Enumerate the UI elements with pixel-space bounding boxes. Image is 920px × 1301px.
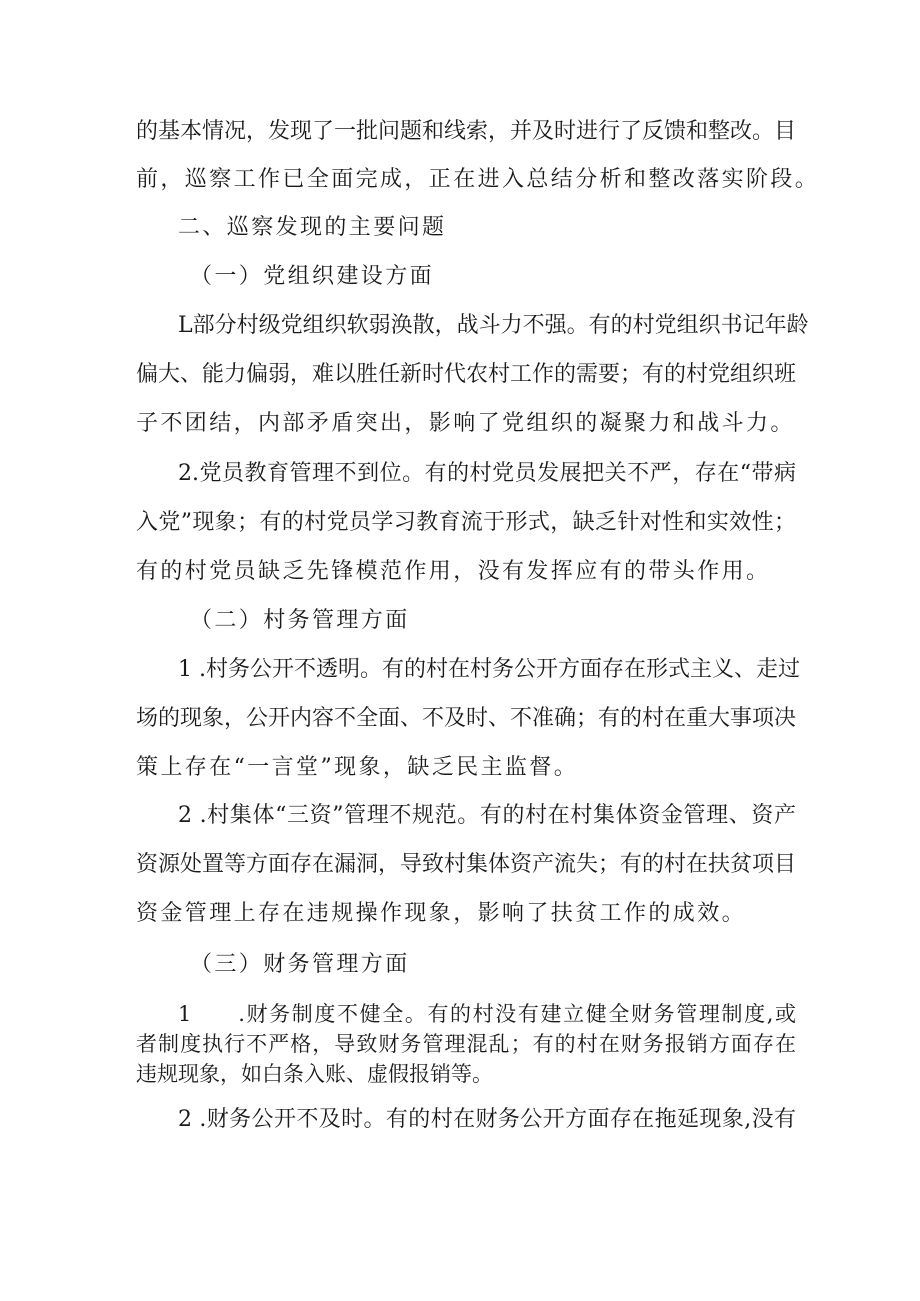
subsection-heading: （二）村务管理方面 xyxy=(190,608,410,633)
section-heading: 二、巡察发现的主要问题 xyxy=(178,215,447,240)
paragraph-line: 者制度执行不严格，导致财务管理混乱；有的村在财务报销方面存在 xyxy=(136,1032,796,1056)
paragraph-line: 资金管理上存在违规操作现象，影响了扶贫工作的成效。 xyxy=(136,901,747,926)
subsection-heading: （一）党组织建设方面 xyxy=(190,264,435,289)
paragraph-line: 策上存在“一言堂”现象，缺乏民主监督。 xyxy=(136,755,579,780)
paragraph-line: 2 .村集体“三资”管理不规范。有的村在村集体资金管理、资产 xyxy=(178,803,796,828)
subsection-heading: （三）财务管理方面 xyxy=(190,952,410,977)
paragraph-line: 入党”现象；有的村党员学习教育流于形式，缺乏针对性和实效性； xyxy=(136,510,796,535)
paragraph-line: L部分村级党组织软弱涣散，战斗力不强。有的村党组织书记年龄 xyxy=(178,313,809,338)
paragraph-line: 违规现象，如白条入账、虚假报销等。 xyxy=(136,1062,493,1086)
paragraph-line: 2.党员教育管理不到位。有的村党员发展把关不严，存在“带病 xyxy=(178,461,796,486)
paragraph-line: 1 .村务公开不透明。有的村在村务公开方面存在形式主义、走过 xyxy=(178,657,800,682)
paragraph-line: 子不团结，内部矛盾突出，影响了党组织的凝聚力和战斗力。 xyxy=(136,411,795,436)
paragraph-line: 前，巡察工作已全面完成，正在进入总结分析和整改落实阶段。 xyxy=(136,167,820,192)
paragraph-line: 场的现象，公开内容不全面、不及时、不准确；有的村在重大事项决 xyxy=(136,706,797,731)
paragraph-line: 资源处置等方面存在漏洞，导致村集体资产流失；有的村在扶贫项目 xyxy=(136,852,797,877)
paragraph-line: 的基本情况，发现了一批问题和线索，并及时进行了反馈和整改。目 xyxy=(136,119,797,144)
paragraph-line: 有的村党员缺乏先锋模范作用，没有发挥应有的带头作用。 xyxy=(136,559,771,584)
paragraph-line: 偏大、能力偏弱，难以胜任新时代农村工作的需要；有的村党组织班 xyxy=(136,362,797,387)
paragraph-line: 1 .财务制度不健全。有的村没有建立健全财务管理制度,或 xyxy=(178,1002,796,1026)
paragraph-line: 2 .财务公开不及时。有的村在财务公开方面存在拖延现象,没有 xyxy=(178,1107,796,1132)
